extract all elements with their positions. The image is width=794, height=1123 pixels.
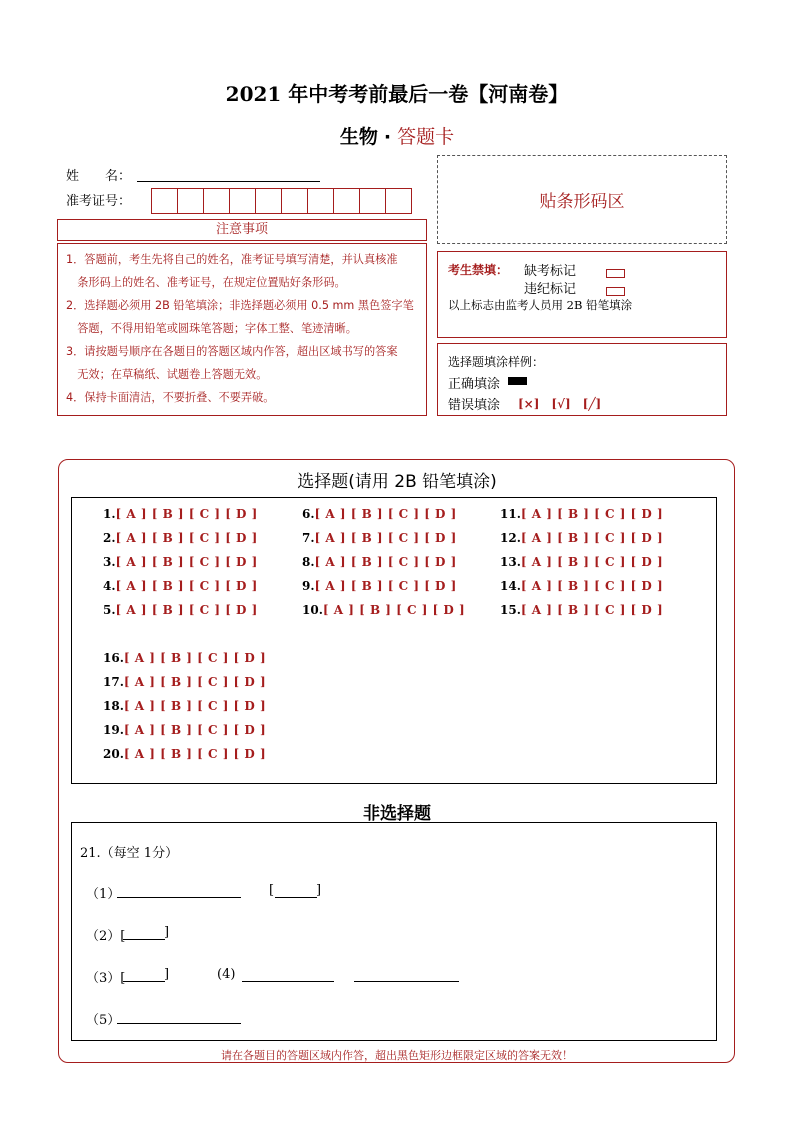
subtitle-separator: · <box>383 126 392 148</box>
part4-label: (4) <box>217 967 236 982</box>
name-field[interactable] <box>137 180 320 182</box>
answer-choice-blank[interactable] <box>123 927 165 940</box>
mc-question-row <box>103 747 266 761</box>
page-title: 2021 年中考考前最后一卷【河南卷】 <box>225 82 569 106</box>
mc-question-number: 12. <box>500 531 521 545</box>
id-box[interactable] <box>333 189 359 213</box>
answer-choice-blank[interactable] <box>275 885 317 898</box>
answer-blank[interactable] <box>117 885 241 898</box>
mc-option-bubbles[interactable]: [ A ] [ B ] [ C ] [ D ] <box>520 603 664 617</box>
forbid-note: 以上标志由监考人员用 2B 铅笔填涂 <box>448 298 633 312</box>
mc-question-row <box>103 699 266 713</box>
mc-option-bubbles[interactable]: [ A ] [ B ] [ C ] [ D ] <box>115 507 258 521</box>
mc-question-number: 2. <box>103 531 116 545</box>
page-subtitle <box>0 122 794 149</box>
mc-question-number: 10. <box>302 603 323 617</box>
mc-question-number: 3. <box>103 555 116 569</box>
wrong-fill-marks: [×] [√] [╱] <box>518 397 602 411</box>
barcode-label: 贴条形码区 <box>539 192 625 212</box>
part5-label: （5） <box>86 1013 121 1028</box>
bracket-open: [ <box>269 883 275 898</box>
mc-question-row <box>302 579 457 593</box>
forbid-label: 考生禁填： <box>448 263 509 277</box>
mc-question-number: 19. <box>103 723 124 737</box>
id-box[interactable] <box>203 189 229 213</box>
notice-item: 3．请按题号顺序在各题目的答题区域内作答，超出区域书写的答案 <box>66 345 398 358</box>
mc-question-row <box>103 723 266 737</box>
mc-question-number: 9. <box>302 579 315 593</box>
mc-option-bubbles[interactable]: [ A ] [ B ] [ C ] [ D ] <box>314 507 457 521</box>
mc-option-bubbles[interactable]: [ A ] [ B ] [ C ] [ D ] <box>123 723 267 737</box>
id-box[interactable] <box>307 189 333 213</box>
mc-question-row <box>103 555 258 569</box>
part1-label: （1） <box>86 887 121 902</box>
notice-box <box>57 243 427 416</box>
forbid-box <box>437 251 727 338</box>
mc-question-row <box>500 507 663 521</box>
name-label: 姓 名： <box>66 169 132 184</box>
nc-answer-box <box>71 822 717 1041</box>
mc-question-number: 17. <box>103 675 124 689</box>
mc-option-bubbles[interactable]: [ A ] [ B ] [ C ] [ D ] <box>123 651 267 665</box>
mc-option-bubbles[interactable]: [ A ] [ B ] [ C ] [ D ] <box>115 579 258 593</box>
id-box[interactable] <box>177 189 203 213</box>
mc-section-title: 选择题(请用 2B 铅笔填涂) <box>297 472 497 492</box>
mc-question-row <box>103 675 266 689</box>
card-label: 答题卡 <box>397 126 455 148</box>
mc-question-number: 6. <box>302 507 315 521</box>
id-box[interactable] <box>229 189 255 213</box>
mc-question-number: 5. <box>103 603 116 617</box>
id-label: 准考证号： <box>66 194 132 209</box>
mc-question-number: 18. <box>103 699 124 713</box>
mc-option-bubbles[interactable]: [ A ] [ B ] [ C ] [ D ] <box>520 555 664 569</box>
mc-option-bubbles[interactable]: [ A ] [ B ] [ C ] [ D ] <box>520 531 664 545</box>
mc-option-bubbles[interactable]: [ A ] [ B ] [ C ] [ D ] <box>115 555 258 569</box>
wrong-fill-label: 错误填涂 <box>448 398 501 413</box>
mc-question-row <box>500 603 663 617</box>
id-box[interactable] <box>385 189 411 213</box>
mc-option-bubbles[interactable]: [ A ] [ B ] [ C ] [ D ] <box>314 579 457 593</box>
footer-warning: 请在各题目的答题区域内作答，超出黑色矩形边框限定区域的答案无效！ <box>221 1049 573 1062</box>
barcode-area <box>437 155 727 244</box>
mc-option-bubbles[interactable]: [ A ] [ B ] [ C ] [ D ] <box>520 507 664 521</box>
notice-item: 答题，不得用铅笔或圆珠笔答题；字体工整、笔迹清晰。 <box>66 322 357 335</box>
part2-label: （2）[ <box>86 929 126 944</box>
mc-option-bubbles[interactable]: [ A ] [ B ] [ C ] [ D ] <box>123 747 267 761</box>
mc-question-row <box>103 579 258 593</box>
mc-question-number: 15. <box>500 603 521 617</box>
id-box[interactable] <box>281 189 307 213</box>
mc-question-number: 20. <box>103 747 124 761</box>
notice-heading: 注意事项 <box>57 219 427 241</box>
mc-question-row <box>500 579 663 593</box>
absent-label: 缺考标记 <box>524 264 577 279</box>
mc-option-bubbles[interactable]: [ A ] [ B ] [ C ] [ D ] <box>520 579 664 593</box>
mc-question-row <box>103 651 266 665</box>
mc-question-row <box>302 507 457 521</box>
mc-option-bubbles[interactable]: [ A ] [ B ] [ C ] [ D ] <box>314 531 457 545</box>
subject-label: 生物 <box>339 126 378 148</box>
notice-item: 无效；在草稿纸、试题卷上答题无效。 <box>66 368 268 381</box>
id-box[interactable] <box>359 189 385 213</box>
id-box[interactable] <box>152 189 177 213</box>
fill-example-box <box>437 343 727 416</box>
bracket-close: ] <box>316 883 322 898</box>
answer-blank[interactable] <box>117 1011 241 1024</box>
answer-blank[interactable] <box>354 969 459 982</box>
mc-option-bubbles[interactable]: [ A ] [ B ] [ C ] [ D ] <box>123 699 267 713</box>
correct-fill-label: 正确填涂 <box>448 377 501 392</box>
mc-question-row <box>302 531 457 545</box>
mc-question-row <box>302 603 465 617</box>
mc-question-row <box>500 531 663 545</box>
absent-mark-box[interactable] <box>606 263 625 282</box>
nc-section-title: 非选择题 <box>363 804 431 824</box>
bracket-close: ] <box>164 967 170 982</box>
notice-item: 2．选择题必须用 2B 铅笔填涂；非选择题必须用 0.5 mm 黑色签字笔 <box>66 299 414 312</box>
id-box[interactable] <box>255 189 281 213</box>
mc-question-number: 14. <box>500 579 521 593</box>
mc-question-number: 1. <box>103 507 116 521</box>
mc-option-bubbles[interactable]: [ A ] [ B ] [ C ] [ D ] <box>123 675 267 689</box>
mc-question-row <box>302 555 457 569</box>
notice-item: 4．保持卡面清洁，不要折叠、不要弄破。 <box>66 391 275 404</box>
notice-item: 1．答题前，考生先将自己的姓名，准考证号填写清楚，并认真核准 <box>66 253 398 266</box>
bracket-close: ] <box>164 925 170 940</box>
correct-fill-mark <box>508 377 527 385</box>
id-number-boxes[interactable] <box>151 188 412 214</box>
mc-question-number: 13. <box>500 555 521 569</box>
mc-option-bubbles[interactable]: [ A ] [ B ] [ C ] [ D ] <box>115 531 258 545</box>
mc-question-row <box>103 507 258 521</box>
mc-option-bubbles[interactable]: [ A ] [ B ] [ C ] [ D ] <box>314 555 457 569</box>
q21-label: 21.（每空 1分） <box>80 846 179 861</box>
answer-blank[interactable] <box>242 969 334 982</box>
notice-item: 条形码上的姓名、准考证号，在规定位置贴好条形码。 <box>66 276 346 289</box>
mc-question-number: 16. <box>103 651 124 665</box>
mc-question-number: 8. <box>302 555 315 569</box>
mc-question-number: 11. <box>500 507 521 521</box>
mc-option-bubbles[interactable]: [ A ] [ B ] [ C ] [ D ] <box>322 603 466 617</box>
violation-label: 违纪标记 <box>524 282 577 297</box>
mc-question-number: 7. <box>302 531 315 545</box>
mc-question-row <box>103 531 258 545</box>
mc-question-number: 4. <box>103 579 116 593</box>
answer-choice-blank[interactable] <box>123 969 165 982</box>
mc-question-row <box>103 603 258 617</box>
part3-label: （3）[ <box>86 971 126 986</box>
mc-option-bubbles[interactable]: [ A ] [ B ] [ C ] [ D ] <box>115 603 258 617</box>
fill-example-heading: 选择题填涂样例： <box>448 355 545 369</box>
mc-question-row <box>500 555 663 569</box>
